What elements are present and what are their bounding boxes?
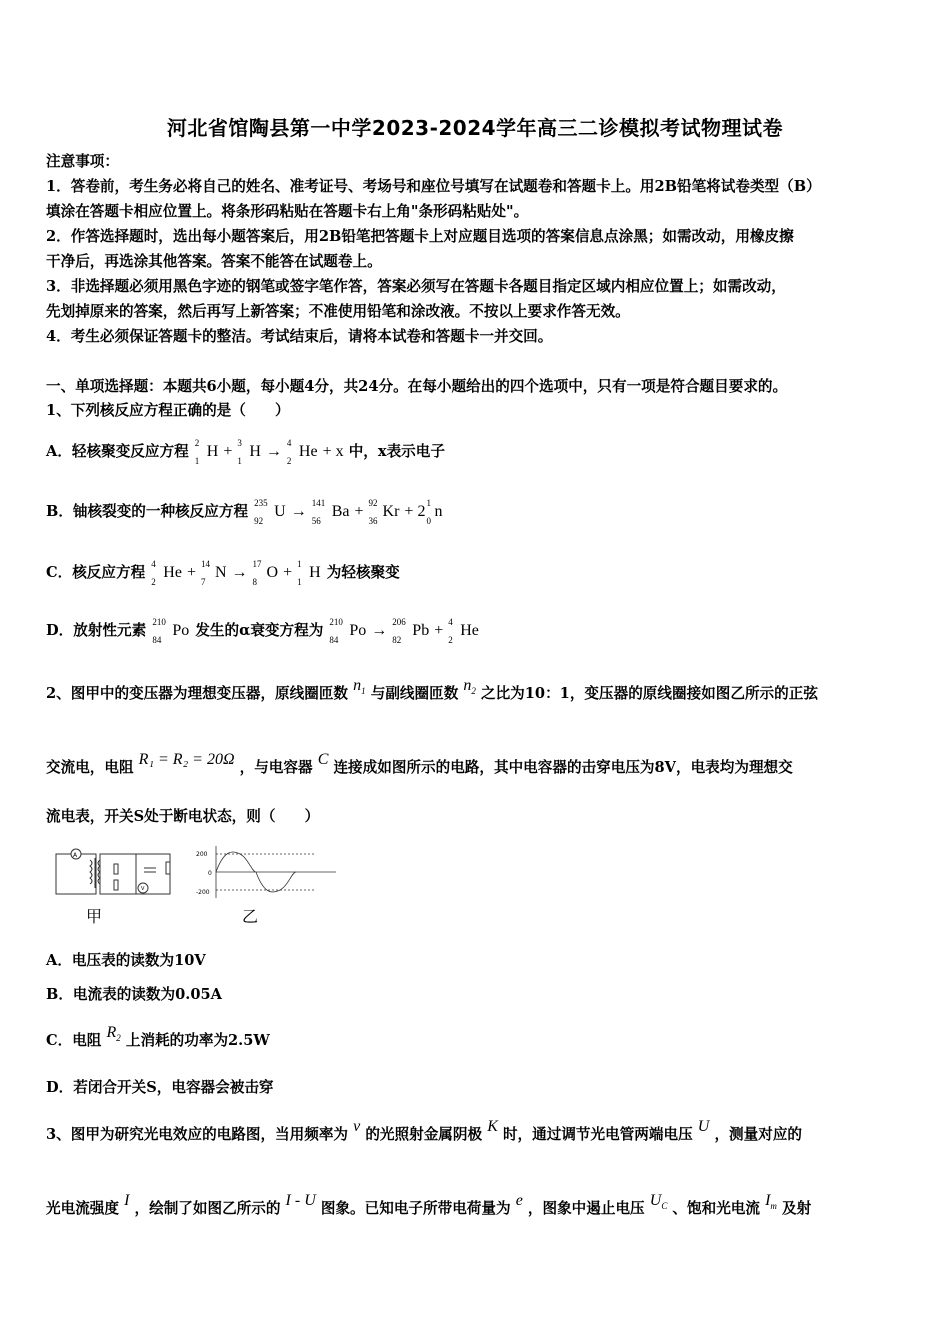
figure-label-yi: 乙 [242, 907, 259, 926]
c-symbol: C [317, 751, 329, 768]
option-text: 中，x表示电子 [348, 443, 445, 461]
stem-text: ，绘制了如图乙所示的 [134, 1200, 281, 1217]
stem-text: 光电流强度 [46, 1200, 119, 1217]
stem-text: 交流电，电阻 [46, 759, 134, 776]
question-1-stem: 1、下列核反应方程正确的是（ ） [46, 402, 290, 419]
stem-text: 3、图甲为研究光电效应的电路图，当用频率为 [46, 1126, 349, 1143]
axis-tick: -200 [196, 889, 210, 896]
question-3-line-2 [46, 1192, 908, 1224]
notice-line: 3．非选择题必须用黑色字迹的钢笔或签字笔作答，答案必须写在答题卡各题目指定区域内相应位置上；如需改动， [46, 278, 786, 295]
fission-equation: 235 92 U → 141 56 Ba + 92 36 Kr + 2 1 0 n [254, 498, 443, 527]
option-text: C．核反应方程 [46, 564, 146, 582]
option-text: A．轻核聚变反应方程 [46, 443, 189, 461]
i-u-symbol: I - U [285, 1192, 316, 1209]
notice-heading: 注意事项： [46, 153, 119, 170]
reaction-equation: 4 2 He + 14 7 N → 17 8 O + 1 1 H [151, 559, 321, 588]
sine-wave-figure [196, 842, 346, 902]
stem-text: 及射 [782, 1200, 812, 1217]
n2-symbol: $n_2$ [463, 677, 476, 697]
transformer-circuit-figure [48, 844, 180, 902]
r2-symbol: $R_2$ [106, 1024, 121, 1044]
k-symbol: K [487, 1118, 498, 1135]
question-2-line-1 [46, 677, 908, 709]
axis-tick: 0 [208, 870, 212, 877]
question-2-line-3: 流电表，开关S处于断电状态，则（ ） [46, 808, 320, 825]
question-2-option-a: A．电压表的读数为10V [46, 952, 206, 969]
page-title: 河北省馆陶县第一中学2023-2024学年高三二诊模拟考试物理试卷 [166, 116, 784, 140]
option-text: 上消耗的功率为2.5W [125, 1032, 270, 1049]
voltmeter-label: V [141, 886, 145, 892]
question-1-option-a [46, 438, 908, 467]
im-symbol: $I_m$ [765, 1192, 777, 1212]
question-2-option-b: B．电流表的读数为0.05A [46, 986, 222, 1003]
stem-text: ，与电容器 [239, 759, 313, 776]
notice-line: 填涂在答题卡相应位置上。将条形码粘贴在答题卡右上角"条形码粘贴处"。 [46, 203, 529, 220]
stem-text: 与副线圈匝数 [370, 685, 459, 702]
stem-text: 图象。已知电子所带电荷量为 [320, 1200, 511, 1217]
stem-text: 、饱和光电流 [672, 1200, 760, 1217]
figure-label-jia: 甲 [86, 907, 103, 926]
fusion-equation: 2 1 H + 3 1 H → 4 2 He + x [194, 438, 344, 467]
stem-text: 的光照射金属阴极 [365, 1126, 483, 1143]
question-3-line-1 [46, 1118, 908, 1145]
notice-line: 2．作答选择题时，选出每小题答案后，用2B铅笔把答题卡上对应题目选项的答案信息点涂黑；如需改动，用橡皮擦 [46, 228, 794, 245]
nu-symbol: ν [353, 1118, 361, 1135]
resistance-equation: R₁ = R₂ = 20Ω [138, 751, 235, 768]
option-text: 为轻核聚变 [326, 564, 400, 582]
polonium-symbol: 210 84 Po [152, 617, 190, 646]
i-symbol: I [124, 1192, 130, 1209]
axis-tick: 200 [196, 851, 208, 858]
notice-line: 4．考生必须保证答题卡的整洁。考试结束后，请将本试卷和答题卡一并交回。 [46, 328, 553, 345]
question-1-option-b [46, 498, 908, 527]
notice-line: 先划掉原来的答案，然后再写上新答案；不准使用铅笔和涂改液。不按以上要求作答无效。 [46, 303, 630, 320]
option-text: B．铀核裂变的一种核反应方程 [46, 503, 249, 521]
option-text: D．放射性元素 [46, 622, 147, 640]
question-1-option-d [46, 617, 908, 646]
question-1-option-c [46, 559, 908, 588]
option-text: 发生的α衰变方程为 [195, 622, 324, 640]
ammeter-label: A [73, 852, 78, 859]
alpha-decay-equation: 210 84 Po → 206 82 Pb + 4 2 He [329, 617, 479, 646]
stem-text: ，测量对应的 [714, 1126, 803, 1143]
stem-text: 之比为10：1，变压器的原线圈接如图乙所示的正弦 [480, 685, 818, 702]
notice-line: 1．答卷前，考生务必将自己的姓名、准考证号、考场号和座位号填写在试题卷和答题卡上。用2B铅笔将试卷类型（B） [46, 178, 821, 195]
stem-text: 2、图甲中的变压器为理想变压器，原线圈匝数 [46, 685, 349, 702]
uc-symbol: $U_C$ [649, 1192, 668, 1212]
question-2-line-2 [46, 751, 908, 778]
stem-text: 连接成如图所示的电路，其中电容器的击穿电压为8V，电表均为理想交 [333, 759, 793, 776]
stem-text: ，图象中遏止电压 [527, 1200, 645, 1217]
stem-text: 时，通过调节光电管两端电压 [502, 1126, 693, 1143]
option-text: C．电阻 [46, 1032, 102, 1049]
question-2-option-c [46, 1024, 908, 1056]
section-heading: 一、单项选择题：本题共6小题，每小题4分，共24分。在每小题给出的四个选项中，只有一项是符合题目要求的。 [46, 378, 788, 395]
u-symbol: U [697, 1118, 710, 1135]
question-2-option-d: D．若闭合开关S，电容器会被击穿 [46, 1079, 274, 1096]
e-symbol: e [515, 1192, 523, 1209]
notice-line: 干净后，再选涂其他答案。答案不能答在试题卷上。 [46, 253, 382, 270]
n1-symbol: $n_1$ [353, 677, 366, 697]
